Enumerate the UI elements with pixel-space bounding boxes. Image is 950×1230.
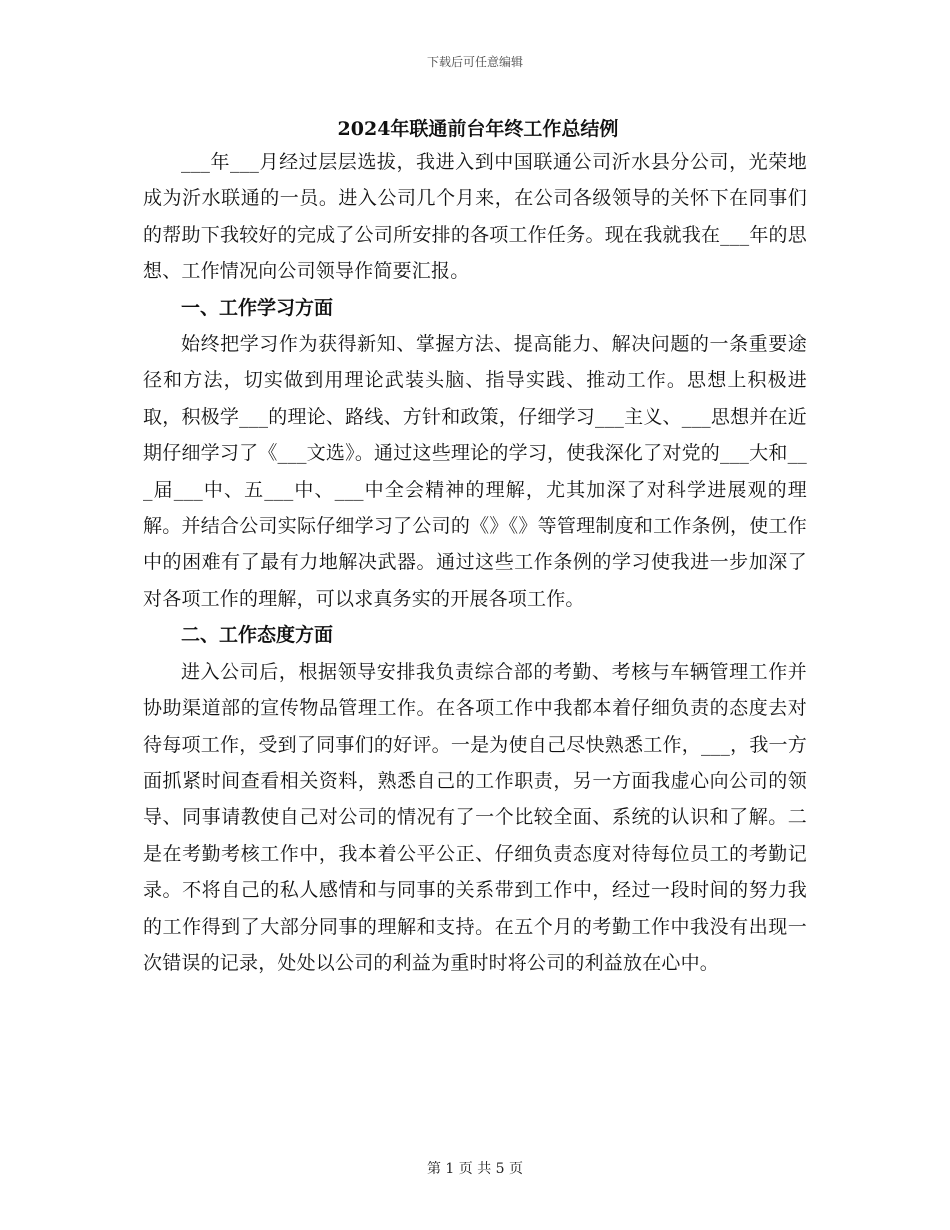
- document-title: 2024年联通前台年终工作总结例: [337, 118, 619, 140]
- section-body-attitude: 进入公司后，根据领导安排我负责综合部的考勤、考核与车辆管理工作并协助渠道部的宣传物品管理工作。在各项工作中我都本着仔细负责的态度去对待每项工作，受到了同事们的好评。一是为使自己尽快熟悉工作，___，我一方面抓紧时间查看相关资料，熟悉自己的工作职责，另一方面我虚心向公司的领导、同事请教使自己对公司的情况有了一个比较全面、系统的认识和了解。二是在考勤考核工作中，我本着公平公正、仔细负责态度对待每位员工的考勤记录。不将自己的私人感情和与同事的关系带到工作中，经过一段时间的努力我的工作得到了大部分同事的理解和支持。在五个月的考勤工作中我没有出现一次错误的记录，处处以公司的利益为重时时将公司的利益放在心中。: [143, 660, 807, 974]
- section-heading-attitude: 二、工作态度方面: [181, 624, 334, 647]
- section-heading-study: 一、工作学习方面: [181, 296, 334, 319]
- header-note: 下载后可任意编辑: [426, 55, 523, 69]
- section-body-study: 始终把学习作为获得新知、掌握方法、提高能力、解决问题的一条重要途径和方法，切实做到用理论武装头脑、指导实践、推动工作。思想上积极进取，积极学___的理论、路线、方针和政策，仔细学习___主义、___思想并在近期仔细学习了《___文选》。通过这些理论的学习，使我深化了对党的___大和___届___中、五___中、___中全会精神的理解，尤其加深了对科学进展观的理解。并结合公司实际仔细学习了公司的《》《》等管理制度和工作条例，使工作中的困难有了最有力地解决武器。通过这些工作条例的学习使我进一步加深了对各项工作的理解，可以求真务实的开展各项工作。: [143, 333, 807, 610]
- document-page: [143, 114, 807, 981]
- page-footer: 第 1 页 共 5 页: [426, 1161, 524, 1177]
- intro-paragraph: ___年___月经过层层选拔，我进入到中国联通公司沂水县分公司，光荣地成为沂水联通的一员。进入公司几个月来，在公司各级领导的关怀下在同事们的帮助下我较好的完成了公司所安排的各项工作任务。现在我就我在___年的思想、工作情况向公司领导作简要汇报。: [143, 151, 807, 283]
